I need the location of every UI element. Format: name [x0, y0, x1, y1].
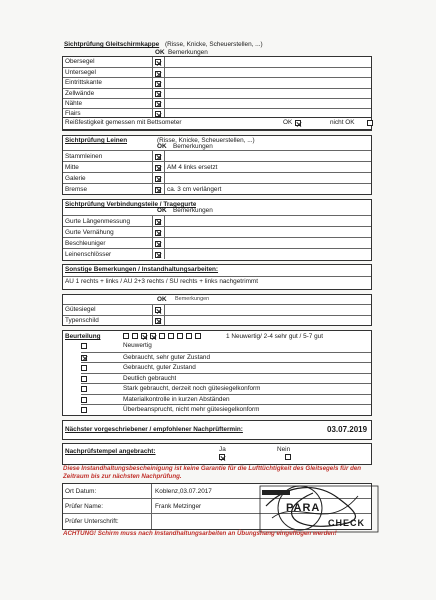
beurteilung-option [81, 341, 371, 352]
beurteilung-option-checkbox[interactable] [81, 386, 87, 392]
verbindung-label: Gurte Längenmessung [65, 216, 153, 226]
stempel-ja-checkbox[interactable] [219, 454, 225, 460]
leinen-ok-cell [153, 151, 165, 161]
beurteilung-option [81, 394, 371, 405]
ort-value: Koblenz,03.07.2017 [155, 488, 212, 495]
leinen-label: Galerie [65, 173, 153, 183]
guetesiegel-remark[interactable] [167, 316, 369, 326]
kappe-remark[interactable] [167, 57, 369, 67]
beurteilung-option-label: Deutlich gebraucht [123, 374, 177, 382]
scale-box-9[interactable] [195, 333, 201, 339]
paracheck-stamp [258, 478, 380, 538]
leinen-label: Bremse [65, 184, 153, 194]
leinen-remark[interactable] [167, 173, 369, 183]
verbindung-row [63, 248, 371, 259]
scale-box-4[interactable] [150, 333, 156, 339]
leinen-remark[interactable]: ca. 3 cm verlängert [167, 186, 222, 193]
disclaimer-text: Diese Instandhaltungsbescheinigung ist keine Garantie für die Lufttüchtigkeit des Gleitsegels für den Zeitraum bis zur nächsten Nachprüfung. [63, 465, 362, 480]
kappe-label: Nähte [65, 99, 153, 108]
reiss-label: Reißfestigkeit gemessen mit Bettsometer [65, 119, 182, 126]
verbindung-row [63, 237, 371, 248]
verbindung-label: Gurte Vernähung [65, 227, 153, 237]
verbindung-remark[interactable] [167, 249, 369, 259]
beurteilung-option-label: Gebraucht, sehr guter Zustand [123, 353, 211, 361]
beurteilung-scale-text: 1 Neuwertig/ 2-4 sehr gut / 5-7 gut [226, 333, 323, 340]
beurteilung-option-checkbox[interactable] [81, 376, 87, 382]
kappe-row [63, 57, 371, 67]
verbindung-col-ok: OK [157, 207, 167, 214]
pruefer-label: Prüfer Name: [65, 503, 104, 510]
kappe-label: Obersegel [65, 57, 153, 67]
verbindung-row [63, 215, 371, 226]
guetesiegel-header [63, 295, 371, 304]
nachpruef-block [62, 420, 372, 440]
beurteilung-option-label: Materialkontrolle in kurzen Abständen [123, 395, 230, 403]
kappe-subtitle: (Risse, Knicke, Scheuerstellen, ...) [164, 41, 263, 48]
kappe-ok-checkbox[interactable] [155, 91, 161, 97]
leinen-row [63, 161, 371, 172]
leinen-ok-cell [153, 184, 165, 194]
kappe-ok-checkbox[interactable] [155, 71, 161, 77]
leinen-ok-checkbox[interactable] [155, 176, 161, 182]
guetesiegel-remark[interactable] [167, 305, 369, 315]
kappe-ok-checkbox[interactable] [155, 59, 161, 65]
verbindung-ok-cell [153, 249, 165, 259]
scale-box-3[interactable] [141, 333, 147, 339]
kappe-row [63, 88, 371, 98]
guetesiegel-row [63, 304, 371, 315]
kappe-row [63, 77, 371, 87]
leinen-row [63, 150, 371, 161]
beurteilung-option-checkbox[interactable] [81, 397, 87, 403]
beurteilung-option [81, 383, 371, 394]
guetesiegel-table [63, 304, 371, 325]
leinen-title: Sichtprüfung Leinen [65, 137, 128, 144]
beurteilung-option-checkbox[interactable] [81, 355, 87, 361]
scale-box-8[interactable] [186, 333, 192, 339]
verbindung-ok-checkbox[interactable] [155, 252, 161, 258]
kappe-label: Untersegel [65, 68, 153, 77]
leinen-row [63, 172, 371, 183]
leinen-label: Mitte [65, 162, 153, 172]
beurteilung-option-checkbox[interactable] [81, 407, 87, 413]
guetesiegel-ok-checkbox[interactable] [155, 318, 161, 324]
leinen-label: Stammleinen [65, 151, 153, 161]
guetesiegel-ok-checkbox[interactable] [155, 307, 161, 313]
kappe-ok-cell [153, 89, 165, 98]
scale-box-6[interactable] [168, 333, 174, 339]
verbindung-remark[interactable] [167, 227, 369, 237]
beurteilung-option [81, 404, 371, 415]
verbindung-ok-cell [153, 227, 165, 237]
nachpruef-label: Nächster vorgeschriebener / empfohlener Nachprüftermin: [65, 426, 243, 433]
sonstige-block [62, 264, 372, 290]
kappe-ok-cell [153, 78, 165, 87]
leinen-row [63, 183, 371, 194]
beurteilung-option [81, 352, 371, 363]
guetesiegel-ok-cell [153, 305, 165, 315]
stempel-nein-label: Nein [277, 446, 291, 453]
ort-label: Ort Datum: [65, 488, 97, 495]
guetesiegel-label: Gütesiegel [65, 305, 153, 315]
guetesiegel-ok-cell [153, 316, 165, 326]
kappe-row [63, 67, 371, 77]
kappe-col-remarks: Bemerkungen [168, 49, 208, 56]
guetesiegel-col-ok: OK [157, 296, 167, 303]
kappe-remark[interactable] [167, 89, 369, 98]
verbindung-ok-cell [153, 216, 165, 226]
verbindung-header [63, 200, 371, 215]
verbindung-col-remarks: Bemerkungen [173, 207, 213, 214]
leinen-remark[interactable]: AM 4 links ersetzt [167, 164, 218, 171]
leinen-block [62, 135, 372, 195]
reiss-not-ok-label: nicht OK [330, 119, 355, 126]
leinen-table [63, 150, 371, 194]
leinen-ok-checkbox[interactable] [155, 187, 161, 193]
beurteilung-option-label: Neuwertig [123, 342, 152, 349]
kappe-label: Zellwände [65, 89, 153, 98]
stempel-ja-label: Ja [219, 446, 226, 453]
verbindung-block [62, 199, 372, 261]
reiss-not-ok-checkbox[interactable] [367, 120, 373, 126]
scale-box-5[interactable] [159, 333, 165, 339]
verbindung-ok-cell [153, 238, 165, 248]
verbindung-remark[interactable] [167, 216, 369, 226]
beurteilung-option-checkbox[interactable] [81, 343, 87, 349]
nachpruef-date: 03.07.2019 [327, 425, 368, 434]
leinen-subtitle: (Risse, Knicke, Scheuerstellen, ...) [157, 137, 255, 144]
kappe-label: Flairs [65, 109, 153, 118]
kappe-row [63, 98, 371, 108]
verbindung-label: Leinenschlösser [65, 249, 153, 259]
kappe-remark[interactable] [167, 99, 369, 108]
beurteilung-option [81, 373, 371, 384]
beurteilung-title: Beurteilung [65, 333, 101, 340]
kappe-ok-checkbox[interactable] [155, 81, 161, 87]
kappe-title: Sichtprüfung Gleitschirmkappe [64, 41, 160, 48]
kappe-label: Eintrittskante [65, 78, 153, 87]
unterschrift-label: Prüfer Unterschrift: [65, 518, 119, 525]
beurteilung-option-label: Überbeansprucht, nicht mehr gütesiegelkonform [123, 406, 260, 413]
beurteilung-scale [123, 333, 204, 340]
reiss-ok-checkbox[interactable] [295, 120, 301, 126]
leinen-remark[interactable] [167, 151, 369, 161]
leinen-ok-cell [153, 173, 165, 183]
guetesiegel-col-remarks: Bemerkungen [175, 296, 210, 302]
leinen-header [63, 136, 371, 150]
stempel-nein-checkbox[interactable] [285, 454, 291, 460]
leinen-ok-checkbox[interactable] [155, 165, 161, 171]
guetesiegel-block [62, 294, 372, 326]
leinen-ok-cell [153, 162, 165, 172]
kappe-ok-cell [153, 68, 165, 77]
section-title-kappe [64, 41, 263, 48]
kappe-ok-cell [153, 57, 165, 67]
beurteilung-option-checkbox[interactable] [81, 365, 87, 371]
reiss-ok-label: OK [283, 119, 293, 126]
guetesiegel-row [63, 315, 371, 326]
verbindung-table [63, 215, 371, 259]
beurteilung-option-label: Gebraucht, guter Zustand [123, 364, 196, 371]
kappe-reiss-row [62, 117, 372, 130]
beurteilung-option [81, 362, 371, 373]
scale-box-7[interactable] [177, 333, 183, 339]
sonstige-text: AU 1 rechts + links / AU 2+3 rechts / SU rechts + links nachgetrimmt [65, 278, 259, 285]
leinen-ok-checkbox[interactable] [155, 154, 161, 160]
sonstige-title: Sonstige Bemerkungen / Instandhaltungsarbeiten: [65, 266, 219, 273]
kappe-remark[interactable] [167, 68, 369, 77]
warning-text: ACHTUNG! Schirm muss nach Instandhaltungsarbeiten an Übungshang eingeflogen werden! [63, 530, 337, 537]
verbindung-ok-checkbox[interactable] [155, 241, 161, 247]
beurteilung-block [62, 330, 372, 416]
verbindung-label: Beschleuniger [65, 238, 153, 248]
verbindung-ok-checkbox[interactable] [155, 230, 161, 236]
scale-box-1[interactable] [123, 333, 129, 339]
stempel-block [62, 443, 372, 465]
stempel-label: Nachprüfstempel angebracht: [65, 448, 156, 455]
leinen-col-remarks: Bemerkungen [173, 143, 213, 150]
guetesiegel-label: Typenschild [65, 316, 153, 326]
leinen-col-ok: OK [157, 143, 167, 150]
pruefer-value: Frank Metzinger [155, 503, 202, 510]
kappe-remark[interactable] [167, 78, 369, 87]
kappe-ok-checkbox[interactable] [155, 101, 161, 107]
verbindung-remark[interactable] [167, 238, 369, 248]
stamp-text-para: PARA [286, 502, 321, 514]
verbindung-title: Sichtprüfung Verbindungsteile / Tragegurte [65, 201, 197, 208]
stamp-text-check: CHECK [328, 518, 366, 528]
beurteilung-option-label: Stark gebraucht, derzeit noch gütesiegelkonform [123, 385, 261, 392]
scale-box-2[interactable] [132, 333, 138, 339]
kappe-col-ok: OK [155, 49, 165, 56]
verbindung-ok-checkbox[interactable] [155, 219, 161, 225]
kappe-ok-cell [153, 99, 165, 108]
beurteilung-options [63, 341, 371, 415]
verbindung-row [63, 226, 371, 237]
